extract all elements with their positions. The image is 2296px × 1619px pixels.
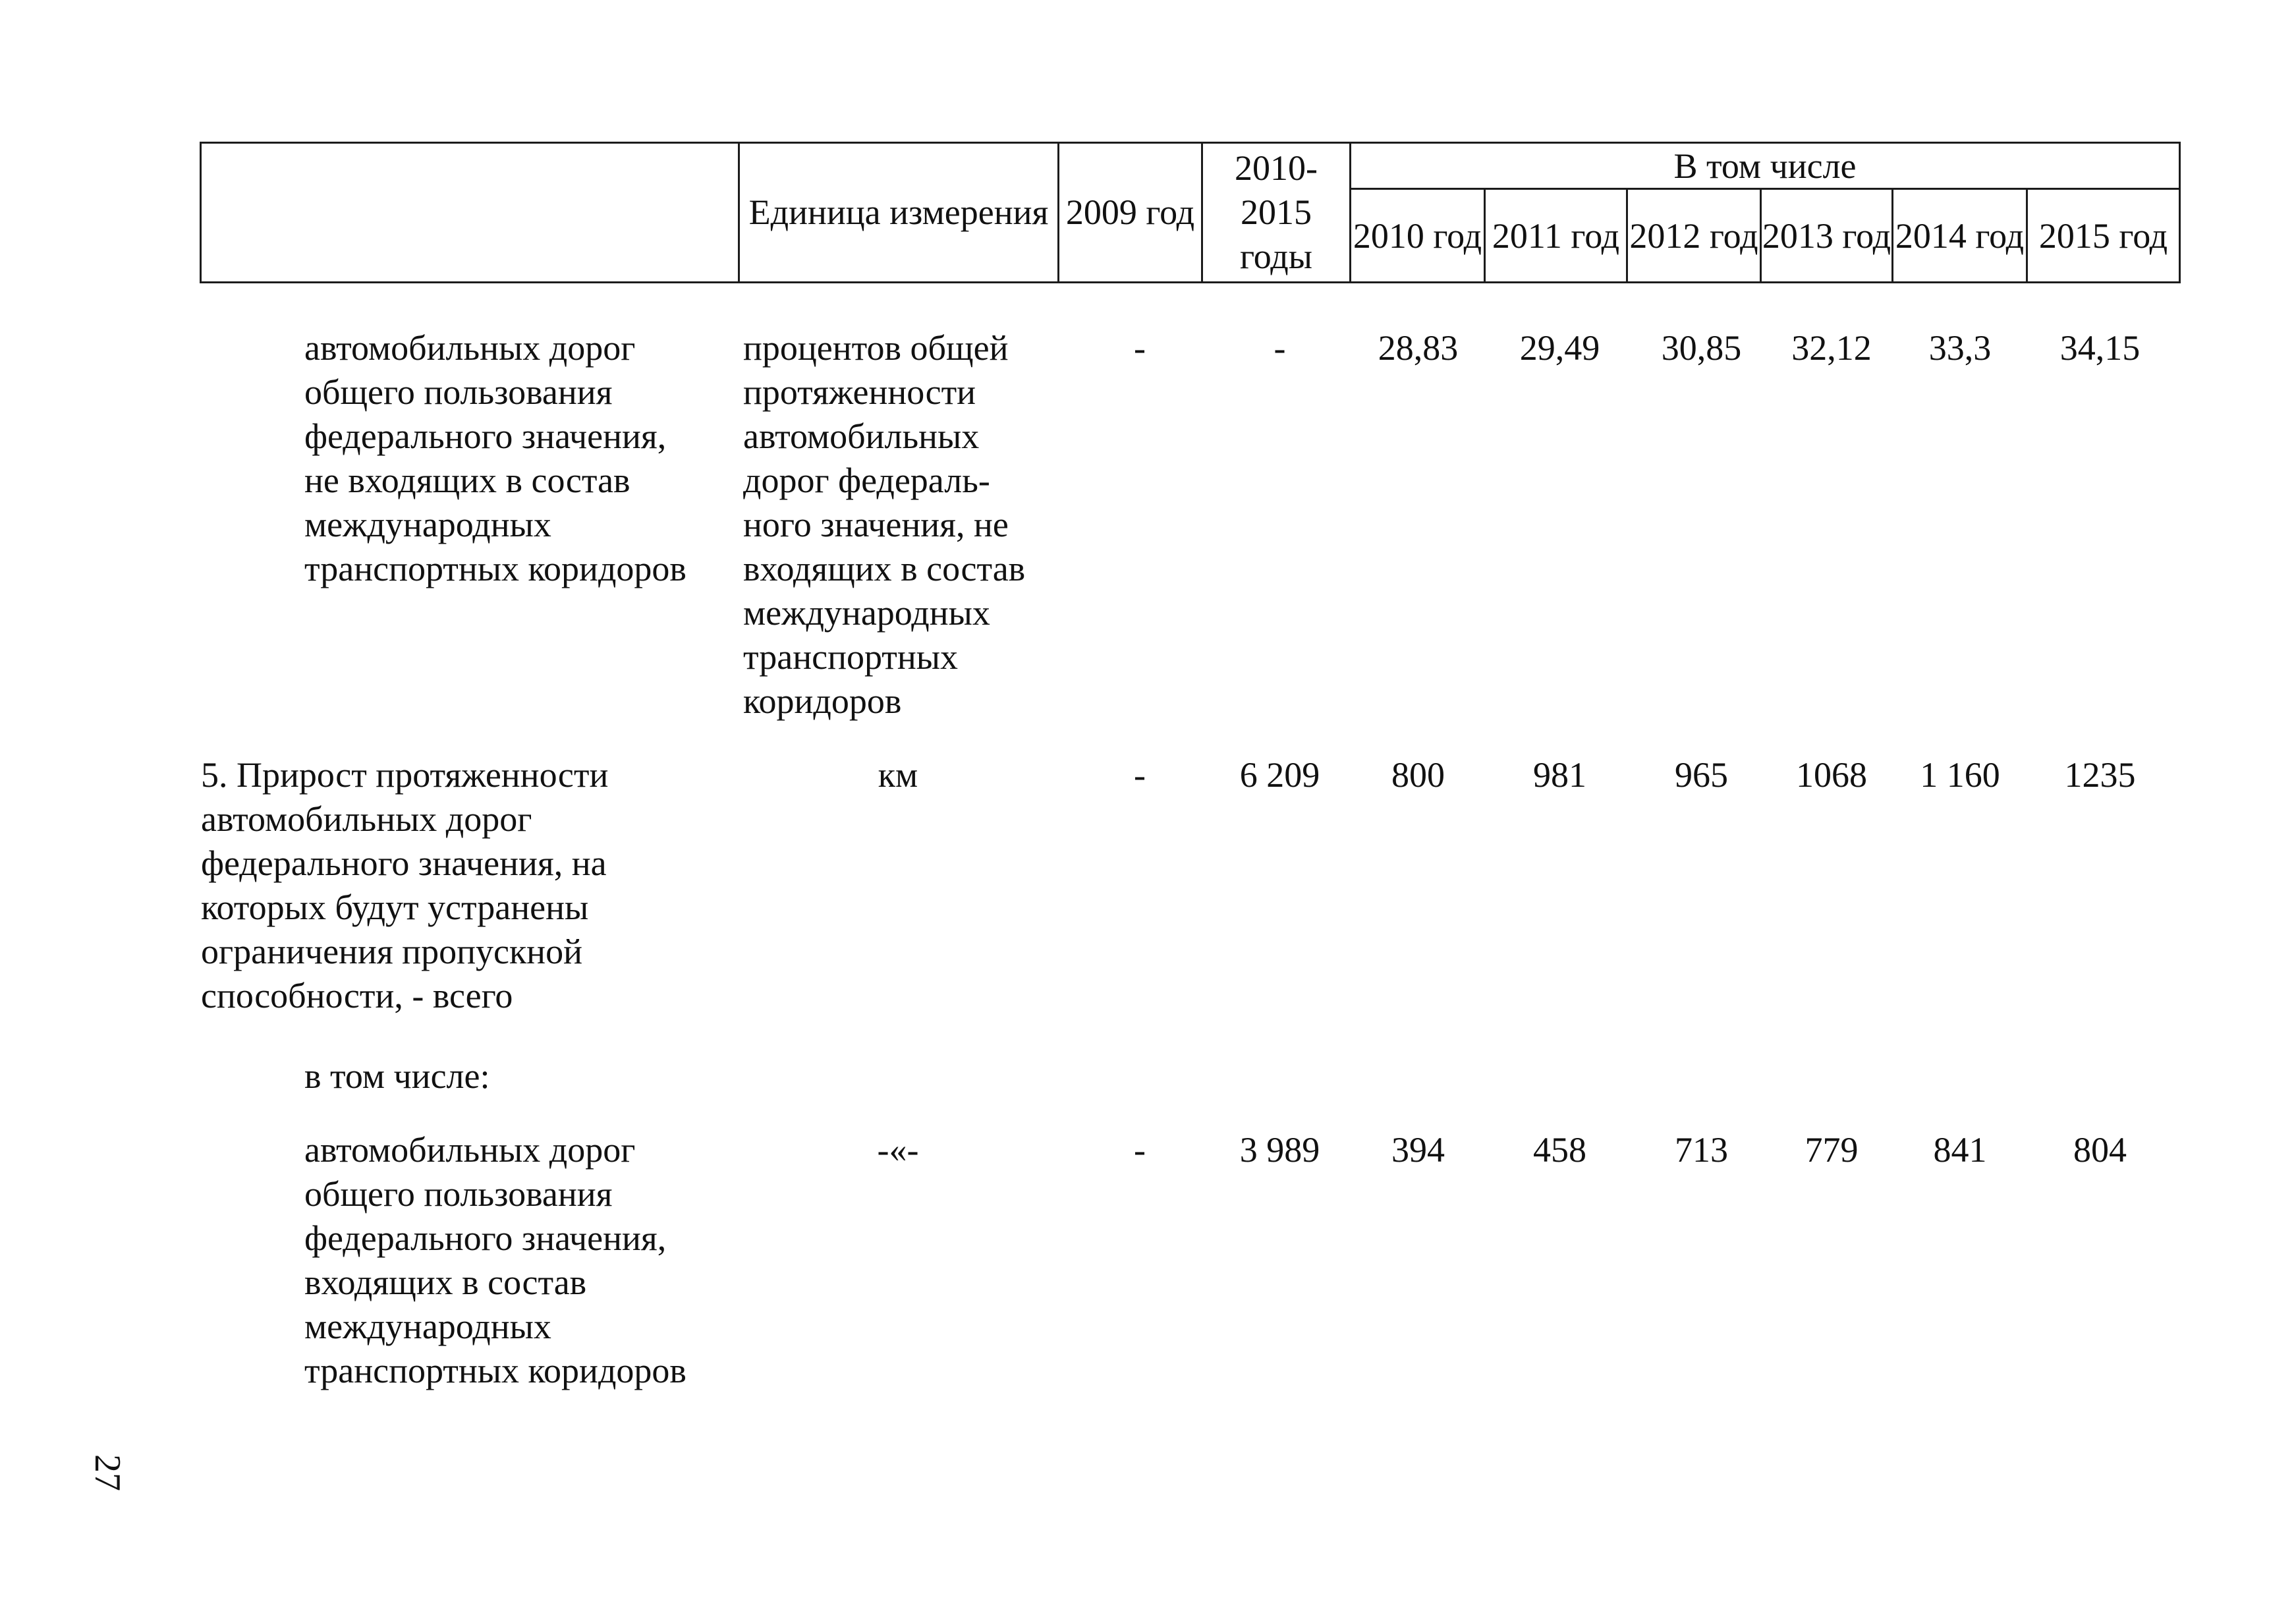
row-unit-line: входящих в состав (743, 549, 1026, 588)
value-2011: 458 (1533, 1130, 1586, 1170)
value-2013: 1068 (1796, 755, 1867, 795)
header-period: 2010- 2015 годы (1202, 143, 1351, 283)
row-unit-line: автомобильных (743, 416, 980, 456)
row-unit (743, 326, 1025, 724)
row-name-line: общего пользования (304, 1174, 613, 1214)
header-year-2015: 2015 год (2027, 189, 2180, 283)
row-unit-line: км (878, 755, 918, 795)
row-name-line: международных (304, 1307, 551, 1346)
row-name-line: 5. Прирост протяженности (201, 755, 609, 795)
value-2009: - (1134, 1130, 1146, 1170)
row-name-line: федерального значения, на (201, 843, 607, 883)
row-unit-line: процентов общей (743, 328, 1009, 368)
row-unit-line: транспортных (743, 637, 959, 677)
value-2010-2015: 3 989 (1239, 1130, 1320, 1170)
row-name-line: автомобильных дорог (304, 328, 636, 368)
header-year-2012: 2012 год (1627, 189, 1761, 283)
header-table (200, 142, 2181, 283)
page-number: 27 (87, 1454, 128, 1491)
value-2011: 29,49 (1519, 328, 1600, 368)
row-name (304, 326, 686, 591)
row-name-line: автомобильных дорог (201, 799, 532, 839)
row-name-line: входящих в состав (304, 1263, 587, 1302)
value-2010: 28,83 (1378, 328, 1459, 368)
value-2012: 30,85 (1661, 328, 1742, 368)
value-2012: 713 (1675, 1130, 1728, 1170)
value-2014: 1 160 (1920, 755, 2000, 795)
header-year-2013: 2013 год (1761, 189, 1893, 283)
header-including: В том числе (1351, 143, 2180, 189)
value-2010-2015: - (1274, 328, 1286, 368)
value-2013: 779 (1805, 1130, 1859, 1170)
row-name-line: автомобильных дорог (304, 1130, 636, 1170)
row-name-line: которых будут устранены (201, 888, 589, 927)
row-name (304, 1128, 686, 1393)
row-unit-line: -«- (877, 1130, 919, 1170)
value-2009: - (1134, 755, 1146, 795)
row-name-line: ограничения пропускной (201, 932, 582, 971)
value-2009: - (1134, 328, 1146, 368)
row-name-line: не входящих в состав (304, 461, 630, 500)
row-unit (737, 753, 1059, 797)
row-name-line: международных (304, 505, 551, 544)
header-unit: Единица измерения (739, 143, 1059, 283)
row-unit-line: ного значения, не (743, 505, 1009, 544)
value-2012: 965 (1675, 755, 1728, 795)
row-name-line: транспортных коридоров (304, 1351, 686, 1390)
row-unit-line: дорог федераль- (743, 461, 990, 500)
row-name-line: федерального значения, (304, 416, 667, 456)
row-name-line: в том числе: (304, 1056, 490, 1096)
value-2015: 804 (2073, 1130, 2127, 1170)
row-name (201, 753, 608, 1018)
value-2010: 800 (1391, 755, 1445, 795)
row-unit-line: международных (743, 593, 990, 633)
row-name (304, 1054, 490, 1098)
row-unit-line: коридоров (743, 681, 902, 721)
row-unit (737, 1128, 1059, 1172)
row-name-line: способности, - всего (201, 976, 513, 1015)
header-year-2011: 2011 год (1485, 189, 1627, 283)
row-name-line: транспортных коридоров (304, 549, 686, 588)
value-2015: 34,15 (2059, 328, 2141, 368)
header-year-2014: 2014 год (1893, 189, 2027, 283)
value-2014: 33,3 (1928, 328, 1992, 368)
row-unit-line: протяженности (743, 372, 976, 412)
value-2015: 1235 (2064, 755, 2136, 795)
row-name-line: федерального значения, (304, 1218, 667, 1258)
value-2014: 841 (1933, 1130, 1987, 1170)
header-empty-cell (201, 143, 739, 283)
row-name-line: общего пользования (304, 372, 613, 412)
value-2010: 394 (1391, 1130, 1445, 1170)
value-2011: 981 (1533, 755, 1586, 795)
value-2010-2015: 6 209 (1239, 755, 1320, 795)
value-2013: 32,12 (1791, 328, 1872, 368)
header-year-2010: 2010 год (1351, 189, 1485, 283)
header-2009: 2009 год (1059, 143, 1202, 283)
